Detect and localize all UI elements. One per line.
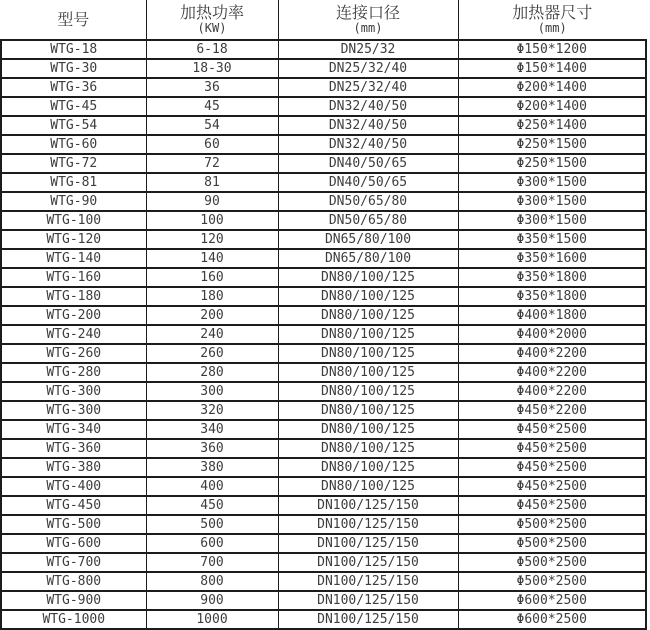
table-row: [1, 610, 646, 629]
diameter-cell: DN80/100/125: [278, 306, 458, 325]
size-cell: Φ600*2500: [458, 591, 646, 610]
size-cell: Φ450*2500: [458, 458, 646, 477]
model-cell: WTG-180: [1, 287, 146, 306]
size-cell: Φ600*2500: [458, 610, 646, 629]
power-cell: 450: [146, 496, 278, 515]
power-cell: 160: [146, 268, 278, 287]
table-row: [1, 287, 646, 306]
diameter-cell: DN40/50/65: [278, 154, 458, 173]
diameter-cell: DN100/125/150: [278, 515, 458, 534]
header-power-unit: (KW): [197, 20, 227, 35]
table-row: [1, 344, 646, 363]
diameter-cell: DN32/40/50: [278, 97, 458, 116]
size-cell: Φ350*1800: [458, 287, 646, 306]
diameter-cell: DN32/40/50: [278, 116, 458, 135]
power-cell: 200: [146, 306, 278, 325]
size-cell: Φ350*1800: [458, 268, 646, 287]
table-row: [1, 192, 646, 211]
diameter-cell: DN80/100/125: [278, 382, 458, 401]
power-cell: 400: [146, 477, 278, 496]
model-cell: WTG-600: [1, 534, 146, 553]
diameter-cell: DN25/32/40: [278, 78, 458, 97]
size-cell: Φ500*2500: [458, 572, 646, 591]
size-cell: Φ450*2200: [458, 401, 646, 420]
size-cell: Φ350*1500: [458, 230, 646, 249]
table-row: [1, 477, 646, 496]
size-cell: Φ450*2500: [458, 496, 646, 515]
model-cell: WTG-500: [1, 515, 146, 534]
model-cell: WTG-100: [1, 211, 146, 230]
table-row: [1, 382, 646, 401]
table-row: [1, 173, 646, 192]
model-cell: WTG-450: [1, 496, 146, 515]
header-size-label: 加热器尺寸: [512, 3, 593, 23]
table-row: [1, 515, 646, 534]
power-cell: 100: [146, 211, 278, 230]
diameter-cell: DN100/125/150: [278, 534, 458, 553]
model-cell: WTG-700: [1, 553, 146, 572]
header-model: [1, 0, 146, 40]
header-power: [146, 0, 278, 40]
size-cell: Φ500*2500: [458, 534, 646, 553]
spec-table-body: [1, 40, 646, 629]
size-cell: Φ500*2500: [458, 515, 646, 534]
size-cell: Φ500*2500: [458, 553, 646, 572]
table-row: [1, 40, 646, 59]
diameter-cell: DN80/100/125: [278, 344, 458, 363]
diameter-cell: DN50/65/80: [278, 211, 458, 230]
model-cell: WTG-240: [1, 325, 146, 344]
power-cell: 54: [146, 116, 278, 135]
diameter-cell: DN80/100/125: [278, 458, 458, 477]
power-cell: 90: [146, 192, 278, 211]
power-cell: 380: [146, 458, 278, 477]
model-cell: WTG-60: [1, 135, 146, 154]
diameter-cell: DN100/125/150: [278, 553, 458, 572]
table-row: [1, 306, 646, 325]
table-row: [1, 439, 646, 458]
model-cell: WTG-300: [1, 401, 146, 420]
header-diameter-unit: (mm): [353, 20, 383, 35]
power-cell: 900: [146, 591, 278, 610]
table-row: [1, 496, 646, 515]
model-cell: WTG-400: [1, 477, 146, 496]
model-cell: WTG-260: [1, 344, 146, 363]
model-cell: WTG-18: [1, 40, 146, 59]
model-cell: WTG-280: [1, 363, 146, 382]
diameter-cell: DN80/100/125: [278, 477, 458, 496]
spec-table-header: [1, 0, 646, 40]
diameter-cell: DN80/100/125: [278, 268, 458, 287]
diameter-cell: DN100/125/150: [278, 496, 458, 515]
power-cell: 280: [146, 363, 278, 382]
model-cell: WTG-340: [1, 420, 146, 439]
power-cell: 36: [146, 78, 278, 97]
model-cell: WTG-380: [1, 458, 146, 477]
size-cell: Φ400*2200: [458, 382, 646, 401]
table-row: [1, 211, 646, 230]
power-cell: 340: [146, 420, 278, 439]
table-row: [1, 401, 646, 420]
diameter-cell: DN65/80/100: [278, 230, 458, 249]
table-row: [1, 268, 646, 287]
size-cell: Φ450*2500: [458, 477, 646, 496]
size-cell: Φ400*2000: [458, 325, 646, 344]
size-cell: Φ150*1200: [458, 40, 646, 59]
table-row: [1, 553, 646, 572]
table-row: [1, 458, 646, 477]
header-diameter: [278, 0, 458, 40]
model-cell: WTG-120: [1, 230, 146, 249]
table-row: [1, 135, 646, 154]
size-cell: Φ200*1400: [458, 97, 646, 116]
diameter-cell: DN100/125/150: [278, 572, 458, 591]
header-power-label: 加热功率: [179, 3, 244, 23]
power-cell: 600: [146, 534, 278, 553]
power-cell: 240: [146, 325, 278, 344]
size-cell: Φ300*1500: [458, 173, 646, 192]
header-size-unit: (mm): [537, 20, 567, 35]
diameter-cell: DN80/100/125: [278, 287, 458, 306]
table-row: [1, 325, 646, 344]
table-row: [1, 116, 646, 135]
header-model-label: 型号: [57, 9, 90, 29]
power-cell: 260: [146, 344, 278, 363]
size-cell: Φ300*1500: [458, 192, 646, 211]
size-cell: Φ250*1500: [458, 135, 646, 154]
diameter-cell: DN80/100/125: [278, 439, 458, 458]
table-row: [1, 534, 646, 553]
table-row: [1, 572, 646, 591]
size-cell: Φ250*1500: [458, 154, 646, 173]
header-diameter-label: 连接口径: [335, 3, 400, 23]
size-cell: Φ150*1400: [458, 59, 646, 78]
diameter-cell: DN80/100/125: [278, 420, 458, 439]
model-cell: WTG-1000: [1, 610, 146, 629]
size-cell: Φ400*2200: [458, 344, 646, 363]
header-size: [458, 0, 646, 40]
model-cell: WTG-200: [1, 306, 146, 325]
size-cell: Φ200*1400: [458, 78, 646, 97]
model-cell: WTG-30: [1, 59, 146, 78]
table-row: [1, 420, 646, 439]
model-cell: WTG-72: [1, 154, 146, 173]
power-cell: 140: [146, 249, 278, 268]
size-cell: Φ400*2200: [458, 363, 646, 382]
table-row: [1, 78, 646, 97]
model-cell: WTG-90: [1, 192, 146, 211]
power-cell: 180: [146, 287, 278, 306]
model-cell: WTG-900: [1, 591, 146, 610]
size-cell: Φ450*2500: [458, 439, 646, 458]
model-cell: WTG-360: [1, 439, 146, 458]
power-cell: 700: [146, 553, 278, 572]
size-cell: Φ350*1600: [458, 249, 646, 268]
power-cell: 320: [146, 401, 278, 420]
power-cell: 45: [146, 97, 278, 116]
table-row: [1, 97, 646, 116]
model-cell: WTG-54: [1, 116, 146, 135]
model-cell: WTG-300: [1, 382, 146, 401]
diameter-cell: DN100/125/150: [278, 610, 458, 629]
table-row: [1, 363, 646, 382]
size-cell: Φ400*1800: [458, 306, 646, 325]
power-cell: 120: [146, 230, 278, 249]
diameter-cell: DN50/65/80: [278, 192, 458, 211]
power-cell: 500: [146, 515, 278, 534]
table-row: [1, 591, 646, 610]
power-cell: 800: [146, 572, 278, 591]
table-row: [1, 59, 646, 78]
table-row: [1, 154, 646, 173]
model-cell: WTG-160: [1, 268, 146, 287]
model-cell: WTG-800: [1, 572, 146, 591]
power-cell: 6-18: [146, 40, 278, 59]
power-cell: 72: [146, 154, 278, 173]
power-cell: 1000: [146, 610, 278, 629]
diameter-cell: DN100/125/150: [278, 591, 458, 610]
diameter-cell: DN65/80/100: [278, 249, 458, 268]
model-cell: WTG-36: [1, 78, 146, 97]
diameter-cell: DN25/32/40: [278, 59, 458, 78]
table-row: [1, 249, 646, 268]
model-cell: WTG-140: [1, 249, 146, 268]
table-row: [1, 230, 646, 249]
diameter-cell: DN25/32: [278, 40, 458, 59]
diameter-cell: DN32/40/50: [278, 135, 458, 154]
diameter-cell: DN80/100/125: [278, 363, 458, 382]
power-cell: 60: [146, 135, 278, 154]
diameter-cell: DN80/100/125: [278, 325, 458, 344]
size-cell: Φ450*2500: [458, 420, 646, 439]
power-cell: 300: [146, 382, 278, 401]
model-cell: WTG-45: [1, 97, 146, 116]
size-cell: Φ250*1400: [458, 116, 646, 135]
diameter-cell: DN80/100/125: [278, 401, 458, 420]
diameter-cell: DN40/50/65: [278, 173, 458, 192]
model-cell: WTG-81: [1, 173, 146, 192]
size-cell: Φ300*1500: [458, 211, 646, 230]
power-cell: 18-30: [146, 59, 278, 78]
power-cell: 81: [146, 173, 278, 192]
header-row: [1, 0, 646, 40]
power-cell: 360: [146, 439, 278, 458]
